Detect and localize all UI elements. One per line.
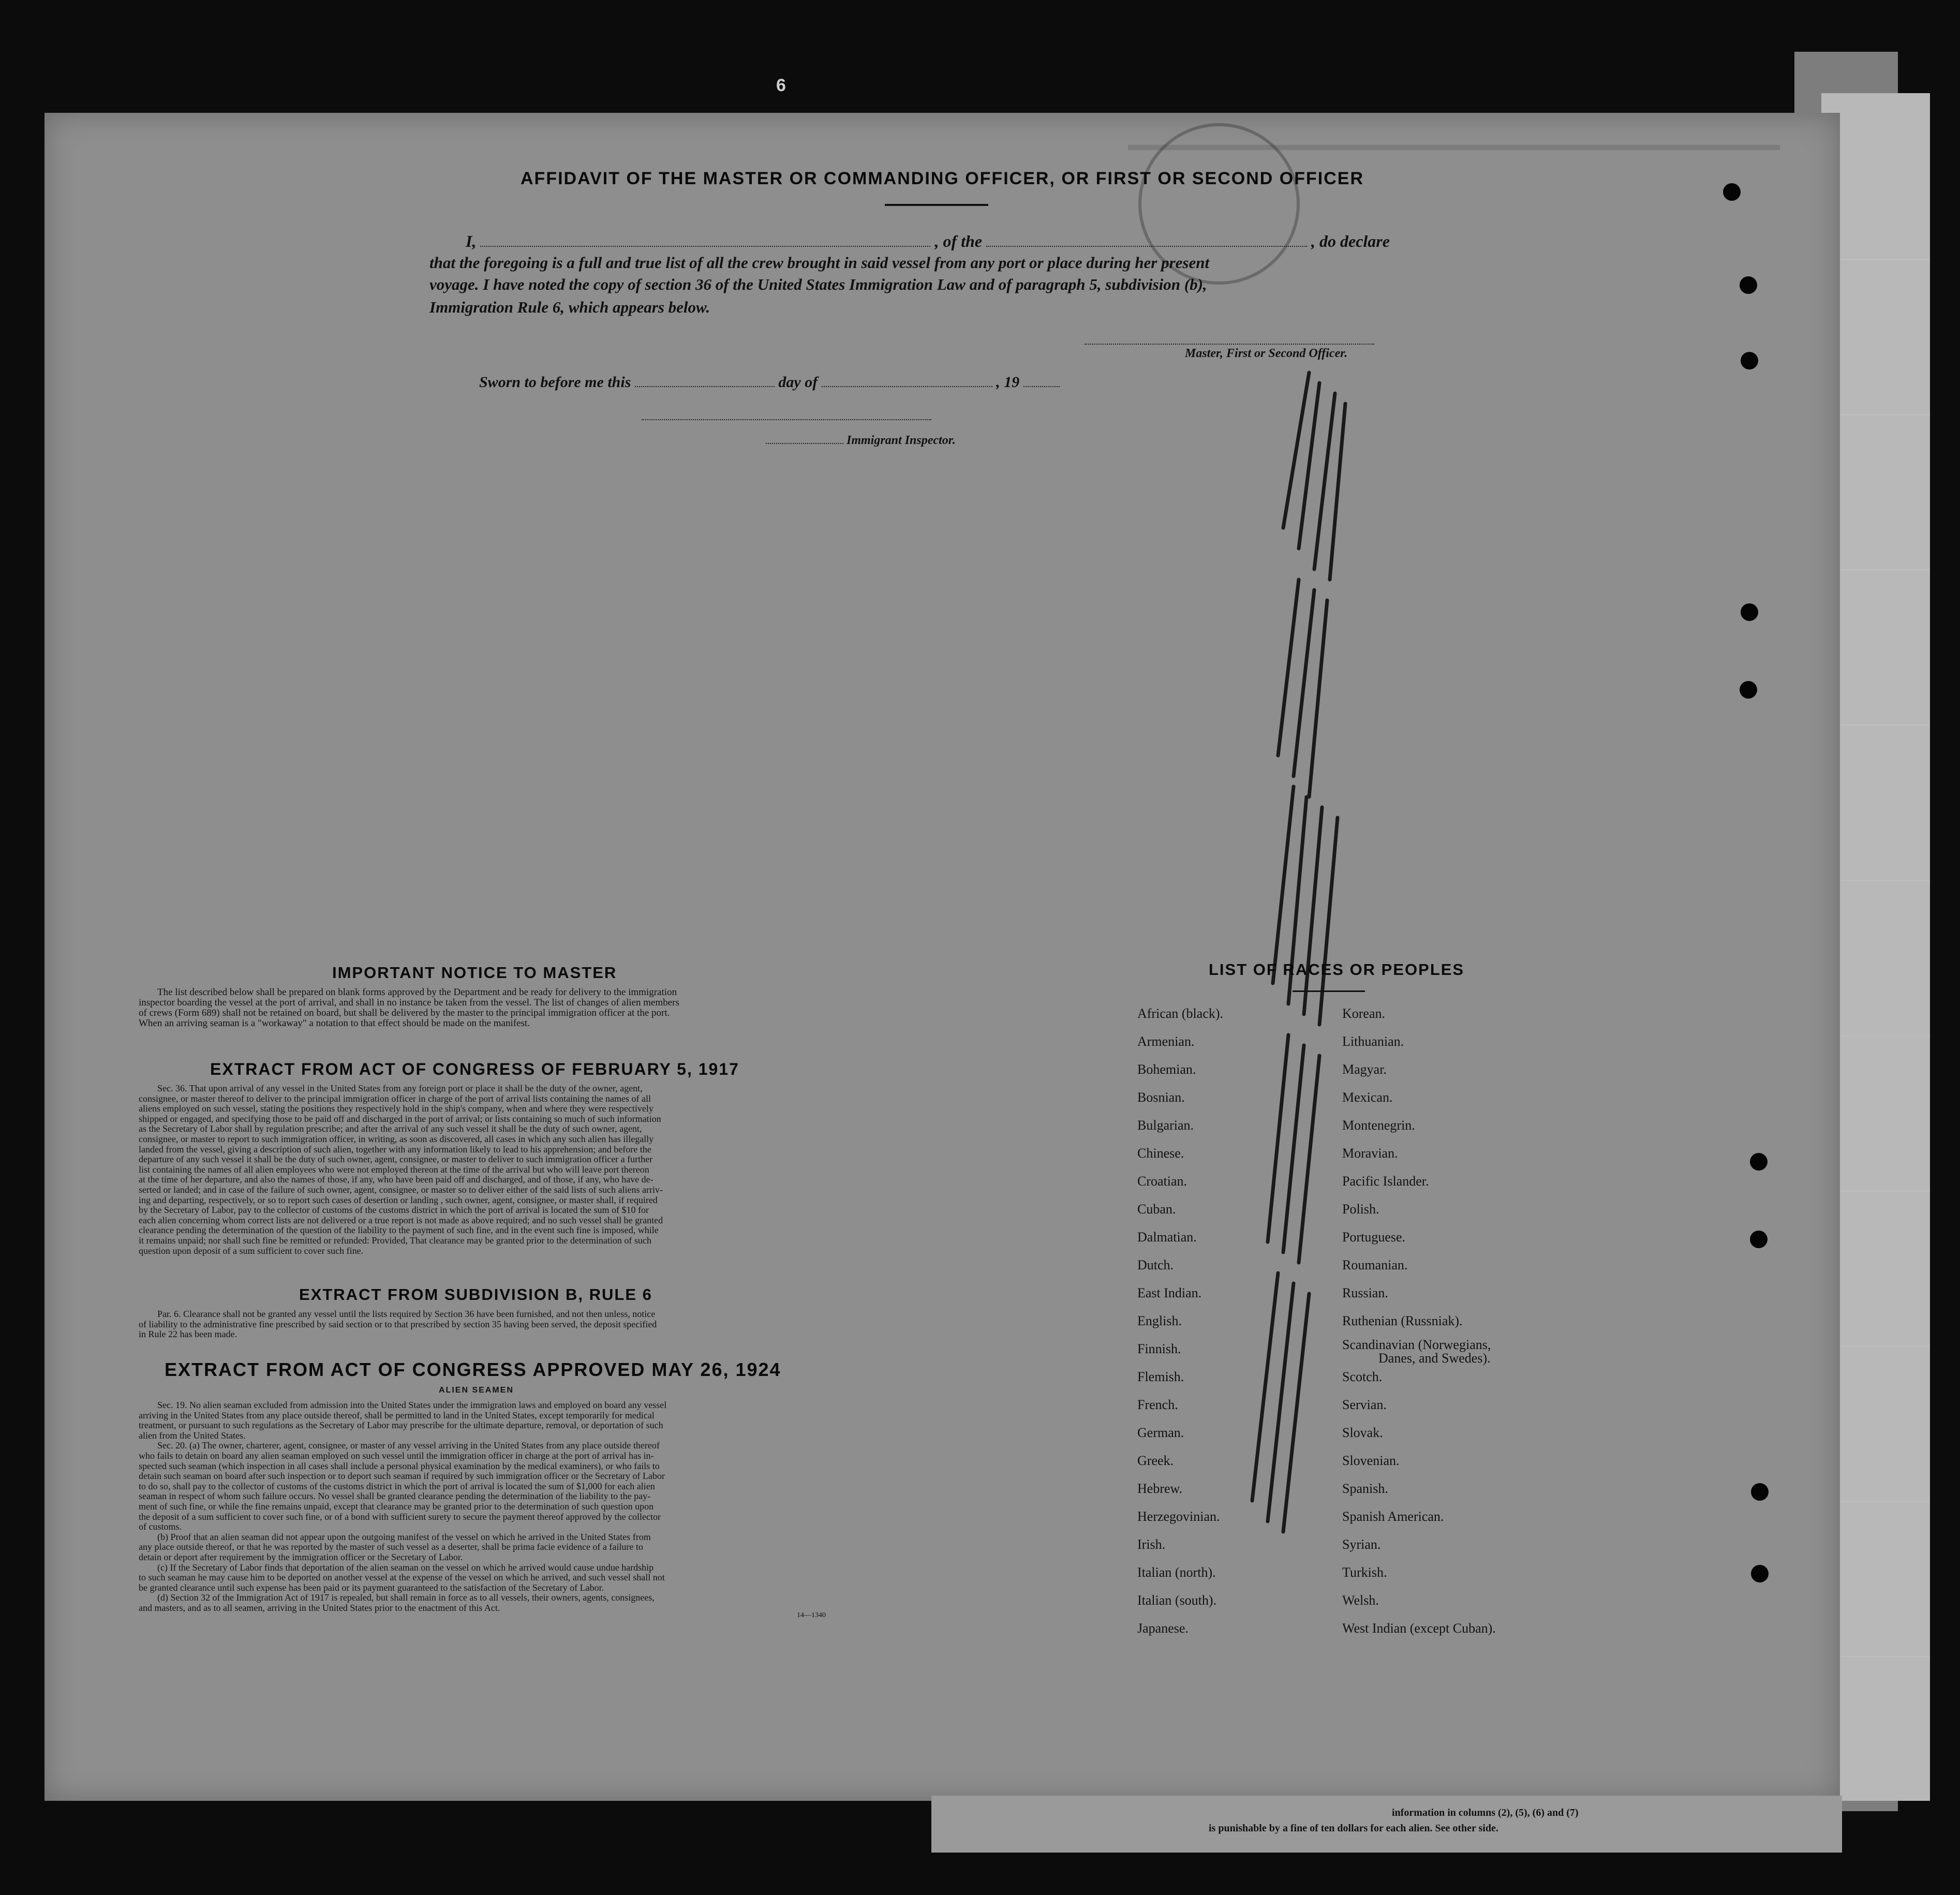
race-item: Bosnian.	[1137, 1090, 1185, 1105]
punch-hole	[1751, 1565, 1769, 1582]
extract-1924-line: ment of such fine, or while the fine remains unpaid, except that clearance may be granted prior to the determination of such question upon	[139, 1501, 654, 1512]
punch-hole	[1741, 352, 1758, 369]
race-item: Slovenian.	[1342, 1453, 1400, 1468]
race-item: Scotch.	[1342, 1369, 1383, 1384]
extract-1924-subtitle: ALIEN SEAMEN	[439, 1386, 514, 1395]
sworn-year-blank	[1023, 386, 1060, 387]
race-item: Armenian.	[1137, 1034, 1195, 1049]
extract-1917-line: serted or landed; and in case of the failure of such owner, agent, consignee, or master so to deliver either of the said lists of such aliens arriv-	[139, 1184, 663, 1195]
race-item: Pacific Islander.	[1342, 1174, 1429, 1189]
extract-1917-title: EXTRACT FROM ACT OF CONGRESS OF FEBRUARY 5, 1917	[210, 1060, 739, 1078]
page-mark: 6	[776, 76, 786, 95]
race-item: Dalmatian.	[1137, 1230, 1197, 1245]
vessel-blank	[986, 246, 1307, 247]
label-of-the: , of the	[934, 232, 982, 250]
extract-1924-line: who fails to detain on board any alien seaman employed on such vessel until the immigration officer in charge at the port of arrival has in-	[139, 1450, 654, 1461]
race-item: Syrian.	[1342, 1537, 1381, 1552]
extract-1924-line: any place outside thereof, or that he was reported by the master of such vessel as a deserter, shall be prima facie evidence of a failure to	[139, 1542, 643, 1552]
affidavit-line-2: that the foregoing is a full and true list of all the crew brought in said vessel from any port or place during her present	[429, 254, 1210, 272]
race-item: Montenegrin.	[1342, 1118, 1415, 1133]
race-item: Servian.	[1342, 1397, 1387, 1412]
race-item: Italian (north).	[1137, 1565, 1216, 1580]
race-item: Bulgarian.	[1137, 1118, 1194, 1133]
punch-hole	[1740, 681, 1757, 699]
race-item: Bohemian.	[1137, 1062, 1196, 1077]
notice-line: of crews (Form 689) shall not be retained on board, but shall be delivered by the master to the principal immigration officer at the port.	[139, 1008, 670, 1018]
race-item: Spanish.	[1342, 1481, 1388, 1496]
extract-1924-paragraph	[139, 1400, 872, 1613]
label-do-declare: , do declare	[1311, 232, 1390, 250]
bottom-fragment-line-1: information in columns (2), (5), (6) and (7)	[1392, 1807, 1579, 1818]
race-item: Finnish.	[1137, 1341, 1181, 1356]
race-item: Scandinavian (Norwegians,	[1342, 1337, 1491, 1352]
label-sworn: Sworn to before me this	[479, 374, 631, 391]
punch-hole	[1740, 276, 1757, 294]
punch-hole	[1723, 183, 1741, 201]
race-item: Herzegovinian.	[1137, 1509, 1220, 1524]
notice-line: The list described below shall be prepared on blank forms approved by the Department and be ready for delivery to the immigration	[157, 987, 677, 998]
sworn-month-blank	[822, 386, 992, 387]
punch-hole	[1750, 1153, 1768, 1171]
race-item: Magyar.	[1342, 1062, 1387, 1077]
race-item: Welsh.	[1342, 1593, 1379, 1608]
race-item: Irish.	[1137, 1537, 1166, 1552]
race-item: English.	[1137, 1313, 1182, 1328]
extract-1924-line: detain such seaman on board after such inspection or to deport such seaman if required by such immigration officer or the Secretary of Labor	[139, 1471, 665, 1482]
inspector-signature-line	[642, 419, 931, 420]
extract-1917-line: landed from the vessel, giving a description of such alien, together with any information likely to lead to his apprehension; and before the	[139, 1144, 651, 1154]
extract-1924-line: (b) Proof that an alien seaman did not appear upon the outgoing manifest of the vessel on which he arrived in the United States from	[157, 1531, 651, 1542]
race-item: Italian (south).	[1137, 1593, 1217, 1608]
extract-1924-line: and masters, and as to all seamen, arriving in the United States prior to the enactment of this Act.	[139, 1602, 500, 1613]
race-item: Polish.	[1342, 1202, 1379, 1217]
race-item: Portuguese.	[1342, 1230, 1406, 1245]
extract-1924-line: spected such seaman (which inspection in all cases shall include a personal physical examination by the medical examiners), or who fails to	[139, 1460, 660, 1471]
extract-1924-line: the deposit of a sum sufficient to cover such fine, or of a bond with sufficient surety to secure the payment thereof approved by the collector	[139, 1511, 661, 1522]
label-i: I,	[466, 232, 477, 250]
master-signature-line	[1085, 344, 1374, 345]
punch-hole	[1741, 603, 1758, 621]
race-item: Hebrew.	[1137, 1481, 1183, 1496]
sworn-day-blank	[635, 386, 775, 387]
extract-rule6-title: EXTRACT FROM SUBDIVISION B, RULE 6	[299, 1285, 652, 1304]
form-number: 14—1340	[797, 1611, 826, 1619]
race-item: Ruthenian (Russniak).	[1342, 1313, 1463, 1328]
name-blank	[480, 246, 930, 247]
extract-1924-line: detain or deport after requirement by the immigration officer or the Secretary of Labor.	[139, 1551, 463, 1562]
label-year: , 19	[996, 374, 1020, 391]
bottom-fragment-line-2: is punishable by a fine of ten dollars for each alien. See other side.	[1209, 1823, 1498, 1834]
extract-1924-title: EXTRACT FROM ACT OF CONGRESS APPROVED MAY 26, 1924	[165, 1359, 781, 1380]
sworn-line	[479, 374, 1060, 391]
race-item: Lithuanian.	[1342, 1034, 1404, 1049]
extract-1917-line: consignee, or master to report to such immigration officer, in writing, as soon as discovered, all cases in which any such alien has illegally	[139, 1133, 654, 1144]
extract-rule6-line: in Rule 22 has been made.	[139, 1329, 237, 1340]
race-item: Spanish American.	[1342, 1509, 1444, 1524]
race-item: Russian.	[1342, 1285, 1388, 1300]
extract-1924-line: to do so, shall pay to the collector of customs of the customs district in which the port of arrival is located the sum of $1,000 for each alien	[139, 1481, 655, 1491]
extract-rule6-line: of liability to the administrative fine prescribed by said section or to that prescribed by section 35 having been served, the deposit specified	[139, 1319, 657, 1329]
extract-rule6-paragraph	[139, 1309, 872, 1340]
extract-1917-line: list containing the names of all alien employees who were not employed thereon at the time of the arrival but who will leave port thereon	[139, 1164, 649, 1175]
extract-1917-line: shipped or engaged, and specifying those to be paid off and discharged in the port of arrival; or lists containing so much of such information	[139, 1113, 661, 1124]
extract-rule6-line: Par. 6. Clearance shall not be granted any vessel until the lists required by Section 36 have been furnished, and not then unless, notice	[157, 1309, 656, 1319]
extract-1917-line: at the time of her departure, and also the names of those, if any, who have been paid off and discharged, and of those, if any, who have de-	[139, 1174, 654, 1185]
extract-1924-line: alien from the United States.	[139, 1430, 246, 1441]
extract-1924-line: seaman in respect of whom such failure occurs. No vessel shall be granted clearance pending the determination of the liability to the pay-	[139, 1491, 651, 1502]
punch-hole	[1751, 1483, 1769, 1501]
race-item: Chinese.	[1137, 1146, 1184, 1161]
race-item: Flemish.	[1137, 1369, 1184, 1384]
race-item: Japanese.	[1137, 1621, 1189, 1636]
extract-1917-line: by the Secretary of Labor, pay to the collector of customs of the customs district in which the port of arrival is located the sum of $10 for	[139, 1205, 649, 1216]
race-item: Turkish.	[1342, 1565, 1387, 1580]
races-title: LIST OF RACES OR PEOPLES	[1209, 960, 1465, 979]
extract-1917-line: departure of any such vessel it shall be the duty of such owner, agent, consignee, or master to deliver to such immigration officer a further	[139, 1154, 653, 1165]
race-item: Mexican.	[1342, 1090, 1393, 1105]
extract-1924-line: be granted clearance until such expense has been paid or its payment guaranteed to the satisfaction of the Secretary of Labor.	[139, 1582, 604, 1593]
race-item: Korean.	[1342, 1006, 1386, 1021]
extract-1917-paragraph	[139, 1084, 872, 1256]
race-item: Slovak.	[1342, 1425, 1383, 1440]
extract-1924-line: Sec. 19. No alien seaman excluded from admission into the United States under the immigration laws and employed on board any vessel	[157, 1400, 667, 1410]
extract-1917-line: question upon deposit of a sum sufficient to cover such fine.	[139, 1245, 364, 1256]
race-item: Dutch.	[1137, 1257, 1174, 1272]
race-item: German.	[1137, 1425, 1184, 1440]
extract-1917-line: it remains unpaid; nor shall such fine be remitted or refunded: Provided, That clearance may be granted prior to the determination of such	[139, 1235, 651, 1246]
notice-line: inspector boarding the vessel at the port of arrival, and shall in no instance be taken from the vessel. The list of changes of alien members	[139, 997, 679, 1008]
race-item: Greek.	[1137, 1453, 1174, 1468]
notice-title: IMPORTANT NOTICE TO MASTER	[332, 964, 617, 982]
race-item: East Indian.	[1137, 1285, 1202, 1300]
race-item-continuation: Danes, and Swedes).	[1378, 1351, 1491, 1366]
master-caption: Master, First or Second Officer.	[1185, 347, 1348, 360]
extract-1917-line: aliens employed on such vessel, stating the positions they respectively hold in the ship's company, when and where they were respectively	[139, 1103, 654, 1114]
extract-1924-line: arriving in the United States from any place outside thereof, shall be permitted to land in the United States, except temporarily for medical	[139, 1410, 655, 1420]
extract-1924-line: Sec. 20. (a) The owner, charterer, agent, consignee, or master of any vessel arriving in the United States from any place outside thereof	[157, 1440, 660, 1451]
race-item: Roumanian.	[1342, 1257, 1408, 1272]
affidavit-line-1	[466, 232, 1390, 251]
extract-1917-line: consignee, or master thereof to deliver to the principal immigration officer in charge of the port of arrival lists containing the names of all	[139, 1093, 651, 1104]
inspector-caption-text: Immigrant Inspector.	[847, 434, 956, 447]
extract-1917-line: clearance pending the determination of the question of the liability to the payment of such fine, and in the event such fine is imposed, while	[139, 1225, 659, 1236]
title-underline	[885, 204, 988, 206]
affidavit-line-4: Immigration Rule 6, which appears below.	[429, 298, 710, 316]
extract-1924-line: (d) Section 32 of the Immigration Act of 1917 is repealed, but shall remain in force as to all vessels, their owners, agents, consignees,	[157, 1592, 655, 1603]
race-item: Moravian.	[1342, 1146, 1398, 1161]
extract-1924-line: to such seaman he may cause him to be deported on another vessel at the expense of the vessel on which he arrived, and such vessel shall not	[139, 1572, 665, 1583]
notice-paragraph	[139, 987, 872, 1029]
extract-1924-line: (c) If the Secretary of Labor finds that deportation of the alien seaman on the vessel on which he arrived would cause undue hardship	[157, 1562, 654, 1573]
extract-1924-line: treatment, or pursuant to such regulations as the Secretary of Labor may prescribe for the ultimate departure, removal, or deportation of such	[139, 1420, 663, 1431]
inspector-caption	[766, 434, 956, 448]
race-item: Croatian.	[1137, 1174, 1187, 1189]
extract-1924-line: of customs.	[139, 1521, 182, 1532]
affidavit-title: AFFIDAVIT OF THE MASTER OR COMMANDING OFFICER, OR FIRST OR SECOND OFFICER	[521, 169, 1364, 188]
race-item: Cuban.	[1137, 1202, 1176, 1217]
punch-hole	[1750, 1231, 1768, 1248]
races-title-underline	[1293, 990, 1365, 992]
extract-1917-line: Sec. 36. That upon arrival of any vessel in the United States from any foreign port or place it shall be the duty of the owner, agent,	[157, 1083, 643, 1093]
extract-1917-line: ing and departing, respectively, or so to report such cases of desertion or landing , such owner, agent, consignee, or master shall, if required	[139, 1194, 658, 1205]
extract-1917-line: each alien concerning whom correct lists are not delivered or a true report is not made as above required; and no such vessel shall be granted	[139, 1215, 663, 1225]
notice-line: When an arriving seaman is a "workaway" a notation to that effect should be made on the manifest.	[139, 1018, 530, 1029]
race-item: French.	[1137, 1397, 1178, 1412]
inspector-caption-dots	[766, 443, 843, 444]
affidavit-line-3: voyage. I have noted the copy of section 36 of the United States Immigration Law and of paragraph 5, subdivision (b),	[429, 275, 1207, 293]
extract-1917-line: as the Secretary of Labor shall by regulation prescribe; and after the arrival of any such vessel it shall be the duty of such owner, agent,	[139, 1123, 642, 1134]
race-item: West Indian (except Cuban).	[1342, 1621, 1496, 1636]
label-day-of: day of	[778, 374, 818, 391]
race-item: African (black).	[1137, 1006, 1224, 1021]
